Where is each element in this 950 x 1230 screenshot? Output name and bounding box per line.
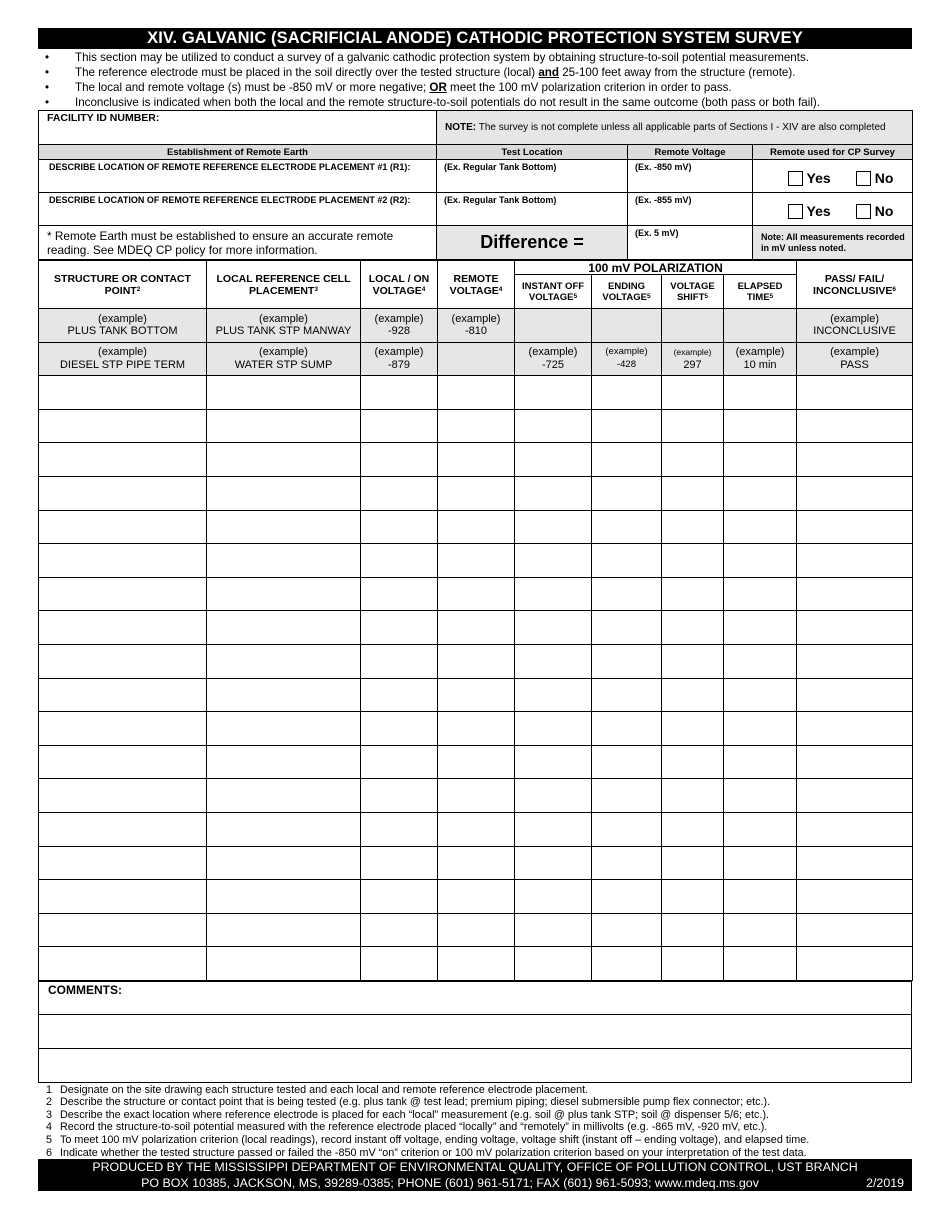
entry-cell[interactable] [724,409,797,443]
example-cell [438,342,515,376]
col-remote-voltage: REMOTE VOLTAGE$^4$ [438,261,515,309]
entry-cell[interactable] [361,376,438,410]
instruction-item: • This section may be utilized to conduct a survey of a galvanic cathodic protection system by obtaining structure-to-soil potential measurements. [38,50,912,65]
entry-cell[interactable] [592,577,662,611]
entry-cell[interactable] [207,947,361,981]
producer-footer [38,1159,912,1191]
entry-cell[interactable] [207,812,361,846]
table-row [39,510,913,544]
entry-cell[interactable] [662,745,724,779]
r2-no-checkbox[interactable] [856,204,871,219]
example-row-2 [39,342,913,376]
r1-description-field[interactable]: DESCRIBE LOCATION OF REMOTE REFERENCE ELECTRODE PLACEMENT #1 (R1): [39,160,437,193]
table-row [39,644,913,678]
entry-cell[interactable] [797,443,913,477]
entry-cell[interactable] [662,577,724,611]
r2-yes-checkbox[interactable] [788,204,803,219]
col-voltage-shift: VOLTAGE SHIFT$^5$ [662,275,724,309]
col-local-reference: LOCAL REFERENCE CELL PLACEMENT$^3$ [207,261,361,309]
entry-cell[interactable] [361,409,438,443]
example-row-1 [39,309,913,343]
entry-cell[interactable] [515,812,592,846]
r1-yes-checkbox[interactable] [788,171,803,186]
entry-cell[interactable] [39,947,207,981]
r1-remote-used: Yes No [753,160,913,193]
comments-field[interactable]: COMMENTS: [39,981,912,1015]
example-cell: (example) PLUS TANK STP MANWAY [207,309,361,343]
footnote: 4 Record the structure-to-soil potential measured with the reference electrode placed “locally” and “remotely” in millivolts (e.g. -865 mV, -920 mV, etc.). [46,1121,768,1134]
entry-cell[interactable] [515,443,592,477]
table-row [39,544,913,578]
entry-cell[interactable] [662,846,724,880]
entry-cell[interactable] [39,712,207,746]
example-cell [724,309,797,343]
entry-cell[interactable] [515,577,592,611]
entry-cell[interactable] [438,510,515,544]
entry-cell[interactable] [797,577,913,611]
example-cell: (example) DIESEL STP PIPE TERM [39,342,207,376]
entry-cell[interactable] [797,510,913,544]
entry-cell[interactable] [515,510,592,544]
entry-cell[interactable] [797,779,913,813]
entry-cell[interactable] [438,947,515,981]
entry-cell[interactable] [797,611,913,645]
entry-cell[interactable] [515,409,592,443]
col-polarization-group: 100 mV POLARIZATION [515,261,797,275]
r2-remote-used: Yes No [753,193,913,226]
entry-cell[interactable] [797,376,913,410]
producer-line-1: PRODUCED BY THE MISSISSIPPI DEPARTMENT OF ENVIRONMENTAL QUALITY, OFFICE OF POLLUTION CONTROL, UST BRANCH [92,1160,858,1175]
entry-cell[interactable] [361,712,438,746]
entry-cell[interactable] [361,510,438,544]
entry-cell[interactable] [207,409,361,443]
entry-cell[interactable] [592,913,662,947]
entry-cell[interactable] [515,611,592,645]
facility-id-label: FACILITY ID NUMBER: [47,112,160,124]
entry-cell[interactable] [797,913,913,947]
entry-cell[interactable] [592,712,662,746]
remote-used-header: Remote used for CP Survey [753,145,913,160]
footnote: 5 To meet 100 mV polarization criterion (local readings), record instant off voltage, ending voltage, voltage shift (instant off – ending voltage), and elapsed time. [46,1134,810,1147]
entry-cell[interactable] [361,745,438,779]
comments-line[interactable] [39,1049,912,1083]
entry-cell[interactable] [438,476,515,510]
entry-cell[interactable] [592,678,662,712]
entry-cell[interactable] [515,947,592,981]
entry-cell[interactable] [592,409,662,443]
entry-cell[interactable] [724,544,797,578]
entry-cell[interactable] [39,443,207,477]
entry-cell[interactable] [207,476,361,510]
entry-cell[interactable] [207,913,361,947]
example-cell: (example) -428 [592,342,662,376]
entry-cell[interactable] [592,476,662,510]
entry-cell[interactable] [39,846,207,880]
entry-cell[interactable] [724,712,797,746]
entry-cell[interactable] [662,712,724,746]
entry-cell[interactable] [662,476,724,510]
entry-cell[interactable] [39,678,207,712]
col-pass-fail: PASS/ FAIL/ INCONCLUSIVE$^6$ [797,261,913,309]
entry-cell[interactable] [361,779,438,813]
example-cell: (example) -725 [515,342,592,376]
footnote: 3 Describe the exact location where reference electrode is placed for each “local” measurement (e.g. soil @ plus tank STP; soil @ dispenser 5/6; etc.). [46,1108,770,1121]
entry-cell[interactable] [438,846,515,880]
entry-cell[interactable] [361,678,438,712]
r1-remote-voltage-field[interactable]: (Ex. -850 mV) [628,160,753,193]
entry-cell[interactable] [438,779,515,813]
entry-cell[interactable] [662,443,724,477]
entry-cell[interactable] [724,812,797,846]
col-local-on-voltage: LOCAL / ON VOLTAGE$^4$ [361,261,438,309]
entry-cell[interactable] [662,409,724,443]
entry-cell[interactable] [438,409,515,443]
entry-cell[interactable] [515,544,592,578]
entry-cell[interactable] [207,678,361,712]
establishment-header: Establishment of Remote Earth [39,145,437,160]
facility-id-field[interactable] [39,111,437,145]
table-row [39,745,913,779]
example-cell [515,309,592,343]
entry-cell[interactable] [361,644,438,678]
table-row [39,577,913,611]
entry-cell[interactable] [515,644,592,678]
entry-cell[interactable] [207,544,361,578]
entry-cell[interactable] [592,846,662,880]
instruction-item: • The reference electrode must be placed in the soil directly over the tested structure (local) and 25-100 feet away from the structure (remote). [38,65,912,80]
example-cell: (example) PLUS TANK BOTTOM [39,309,207,343]
table-row [39,913,913,947]
entry-cell[interactable] [39,510,207,544]
footnotes [38,1083,912,1160]
entry-cell[interactable] [592,644,662,678]
entry-cell[interactable] [207,846,361,880]
table-row [39,376,913,410]
table-row [39,947,913,981]
entry-cell[interactable] [361,544,438,578]
entry-cell[interactable] [662,812,724,846]
col-structure: STRUCTURE OR CONTACT POINT$^2$ [39,261,207,309]
remote-earth-table [38,110,913,260]
entry-cell[interactable] [724,577,797,611]
entry-cell[interactable] [515,779,592,813]
entry-cell[interactable] [724,745,797,779]
entry-cell[interactable] [438,913,515,947]
entry-cell[interactable] [438,712,515,746]
entry-cell[interactable] [438,644,515,678]
table-row [39,611,913,645]
entry-cell[interactable] [724,376,797,410]
entry-cell[interactable] [797,846,913,880]
r1-test-location-field[interactable]: (Ex. Regular Tank Bottom) [437,160,628,193]
entry-cell[interactable] [662,779,724,813]
entry-cell[interactable] [515,376,592,410]
entry-cell[interactable] [207,712,361,746]
remote-voltage-header: Remote Voltage [628,145,753,160]
example-cell: (example) INCONCLUSIVE [797,309,913,343]
example-cell: (example) 297 [662,342,724,376]
entry-cell[interactable] [515,712,592,746]
entry-cell[interactable] [592,880,662,914]
entry-cell[interactable] [361,846,438,880]
entry-cell[interactable] [39,611,207,645]
entry-cell[interactable] [662,376,724,410]
entry-cell[interactable] [361,611,438,645]
entry-cell[interactable] [361,947,438,981]
comments-line[interactable] [39,1015,912,1049]
entry-cell[interactable] [662,678,724,712]
entry-cell[interactable] [438,745,515,779]
entry-cell[interactable] [724,510,797,544]
entry-cell[interactable] [592,745,662,779]
form-date: 2/2019 [866,1176,904,1191]
col-ending-voltage: ENDING VOLTAGE$^5$ [592,275,662,309]
entry-cell[interactable] [515,846,592,880]
entry-cell[interactable] [662,880,724,914]
entry-cell[interactable] [724,913,797,947]
entry-cell[interactable] [662,544,724,578]
entry-cell[interactable] [797,812,913,846]
col-instant-off: INSTANT OFF VOLTAGE$^5$ [515,275,592,309]
entry-cell[interactable] [438,678,515,712]
entry-cell[interactable] [662,611,724,645]
producer-line-2: PO BOX 10385, JACKSON, MS, 39289-0385; PHONE (601) 961-5171; FAX (601) 961-5093; www.mdeq.ms.gov [141,1176,759,1191]
entry-cell[interactable] [39,812,207,846]
entry-cell[interactable] [724,846,797,880]
entry-cell[interactable] [515,913,592,947]
entry-cell[interactable] [662,644,724,678]
completion-note: NOTE: The survey is not complete unless all applicable parts of Sections I - XIV are also completed [437,111,913,145]
entry-cell[interactable] [592,779,662,813]
entry-cell[interactable] [207,443,361,477]
r2-description-field[interactable]: DESCRIBE LOCATION OF REMOTE REFERENCE ELECTRODE PLACEMENT #2 (R2): [39,193,437,226]
comments-table [38,981,912,1083]
footnote: 6 Indicate whether the tested structure passed or failed the -850 mV “on” criterion or 100 mV polarization criterion based on your interpretation of the test data. [46,1146,807,1159]
difference-label: Difference = [437,226,628,260]
col-elapsed-time: ELAPSED TIME$^5$ [724,275,797,309]
entry-cell[interactable] [361,812,438,846]
entry-cell[interactable] [361,880,438,914]
entry-cell[interactable] [39,913,207,947]
table-row [39,812,913,846]
entry-cell[interactable] [438,544,515,578]
example-cell: (example) 10 min [724,342,797,376]
table-row [39,846,913,880]
entry-cell[interactable] [662,913,724,947]
entry-cell[interactable] [724,443,797,477]
example-cell: (example) -879 [361,342,438,376]
entry-cell[interactable] [662,947,724,981]
entry-cell[interactable] [515,678,592,712]
entry-cell[interactable] [39,577,207,611]
entry-cell[interactable] [207,745,361,779]
entry-cell[interactable] [797,880,913,914]
entry-cell[interactable] [361,913,438,947]
entry-cell[interactable] [797,544,913,578]
r1-no-checkbox[interactable] [856,171,871,186]
entry-cell[interactable] [361,577,438,611]
entry-cell[interactable] [515,476,592,510]
entry-cell[interactable] [592,510,662,544]
example-cell: (example) PASS [797,342,913,376]
difference-field[interactable]: (Ex. 5 mV) [628,226,753,260]
entry-cell[interactable] [797,947,913,981]
entry-cell[interactable] [592,376,662,410]
entry-cell[interactable] [207,779,361,813]
test-location-header: Test Location [437,145,628,160]
entry-cell[interactable] [592,947,662,981]
entry-cell[interactable] [39,644,207,678]
entry-cell[interactable] [207,880,361,914]
entry-cell[interactable] [39,376,207,410]
survey-form [38,28,912,1191]
blank-rows [39,376,913,981]
form-title: XIV. GALVANIC (SACRIFICIAL ANODE) CATHODIC PROTECTION SYSTEM SURVEY [38,28,912,49]
entry-cell[interactable] [361,443,438,477]
entry-cell[interactable] [39,779,207,813]
footnote: 1 Designate on the site drawing each structure tested and each local and remote reference electrode placement. [46,1083,589,1096]
instruction-item: • Inconclusive is indicated when both the local and the remote structure-to-soil potentials do not result in the same outcome (both pass or both fail). [38,95,912,110]
table-row [39,779,913,813]
table-row [39,678,913,712]
entry-cell[interactable] [361,476,438,510]
table-row [39,880,913,914]
example-cell: (example) WATER STP SUMP [207,342,361,376]
entry-cell[interactable] [592,812,662,846]
entry-cell[interactable] [724,611,797,645]
example-cell: (example) -810 [438,309,515,343]
entry-cell[interactable] [39,880,207,914]
entry-cell[interactable] [724,678,797,712]
entry-cell[interactable] [438,812,515,846]
entry-cell[interactable] [438,376,515,410]
entry-cell[interactable] [39,745,207,779]
example-cell [592,309,662,343]
example-cell [662,309,724,343]
entry-cell[interactable] [438,577,515,611]
table-row [39,476,913,510]
entry-cell[interactable] [797,409,913,443]
instructions-list [38,49,912,110]
entry-cell[interactable] [797,678,913,712]
entry-cell[interactable] [39,544,207,578]
entry-cell[interactable] [207,611,361,645]
entry-cell[interactable] [207,644,361,678]
entry-cell[interactable] [724,779,797,813]
entry-cell[interactable] [515,745,592,779]
entry-cell[interactable] [39,476,207,510]
footnote: 2 Describe the structure or contact point that is being tested (e.g. plus tank @ test lead; premium piping; diesel submersible pump flex connector; etc.). [46,1096,771,1109]
mv-note: Note: All measurements recorded in mV unless noted. [753,226,913,260]
entry-cell[interactable] [515,880,592,914]
example-cell: (example) -928 [361,309,438,343]
entry-cell[interactable] [207,577,361,611]
entry-cell[interactable] [724,644,797,678]
instruction-item: • The local and remote voltage (s) must be -850 mV or more negative; OR meet the 100 mV polarization criterion in order to pass. [38,80,912,95]
entry-cell[interactable] [662,510,724,544]
remote-earth-note: * Remote Earth must be established to ensure an accurate remote reading. See MDEQ CP policy for more information. [39,226,437,260]
entry-cell[interactable] [207,510,361,544]
entry-cell[interactable] [592,544,662,578]
entry-cell[interactable] [438,880,515,914]
r2-remote-voltage-field[interactable]: (Ex. -855 mV) [628,193,753,226]
entry-cell[interactable] [724,947,797,981]
entry-cell[interactable] [797,476,913,510]
table-row [39,409,913,443]
entry-cell[interactable] [797,712,913,746]
entry-cell[interactable] [207,376,361,410]
entry-cell[interactable] [797,644,913,678]
r2-test-location-field[interactable]: (Ex. Regular Tank Bottom) [437,193,628,226]
table-row [39,712,913,746]
survey-data-table [38,260,913,981]
entry-cell[interactable] [592,443,662,477]
entry-cell[interactable] [724,880,797,914]
entry-cell[interactable] [39,409,207,443]
entry-cell[interactable] [438,611,515,645]
entry-cell[interactable] [592,611,662,645]
table-row [39,443,913,477]
entry-cell[interactable] [724,476,797,510]
entry-cell[interactable] [438,443,515,477]
entry-cell[interactable] [797,745,913,779]
